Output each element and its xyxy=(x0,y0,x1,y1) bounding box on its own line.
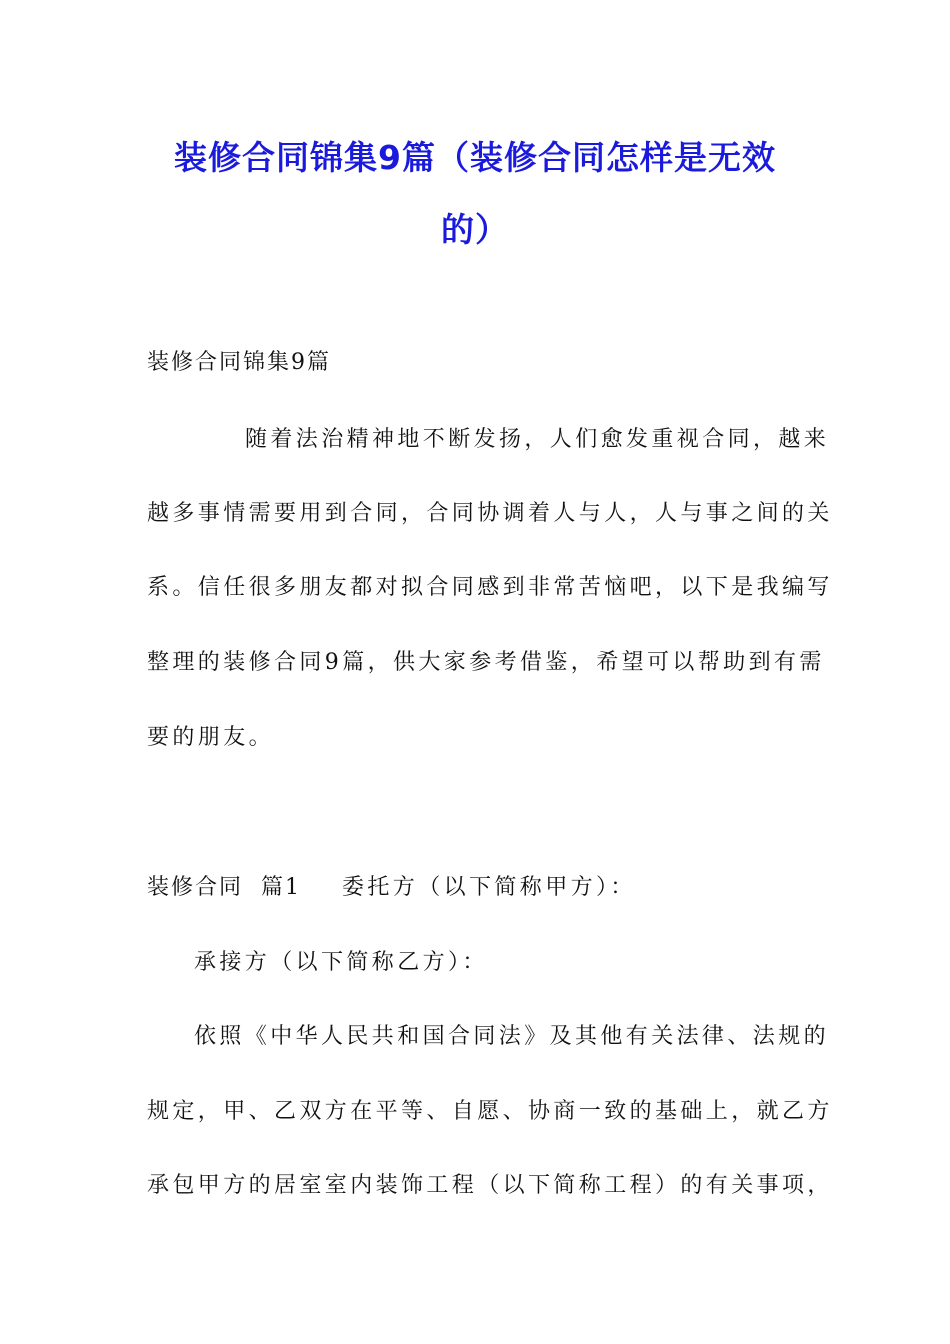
document-title-line-1: 装修合同锦集9篇（装修合同怎样是无效 xyxy=(174,138,776,177)
intro-paragraph-line: 随着法治精神地不断发扬，人们愈发重视合同，越来 xyxy=(245,427,830,452)
contract-body-line: 规定，甲、乙双方在平等、自愿、协商一致的基础上，就乙方 xyxy=(147,1099,833,1124)
document-title-line-2: 的） xyxy=(441,210,509,249)
section-1-heading: 装修合同 篇1 xyxy=(147,875,301,900)
intro-paragraph-line: 要的朋友。 xyxy=(147,725,275,750)
intro-paragraph-line: 系。信任很多朋友都对拟合同感到非常苦恼吧，以下是我编写 xyxy=(147,575,833,600)
intro-paragraph-line: 整理的装修合同9篇，供大家参考借鉴，希望可以帮助到有需 xyxy=(147,650,825,675)
intro-paragraph-line: 越多事情需要用到合同，合同协调着人与人，人与事之间的关 xyxy=(147,501,833,526)
contract-body-line: 承包甲方的居室室内装饰工程（以下简称工程）的有关事项， xyxy=(147,1173,833,1198)
document-subtitle: 装修合同锦集9篇 xyxy=(147,350,331,375)
contract-body-line: 依照《中华人民共和国合同法》及其他有关法律、法规的 xyxy=(194,1024,830,1049)
client-party-line: 委托方（以下简称甲方）： xyxy=(342,875,636,900)
contractor-party-line: 承接方（以下简称乙方）： xyxy=(194,950,488,975)
